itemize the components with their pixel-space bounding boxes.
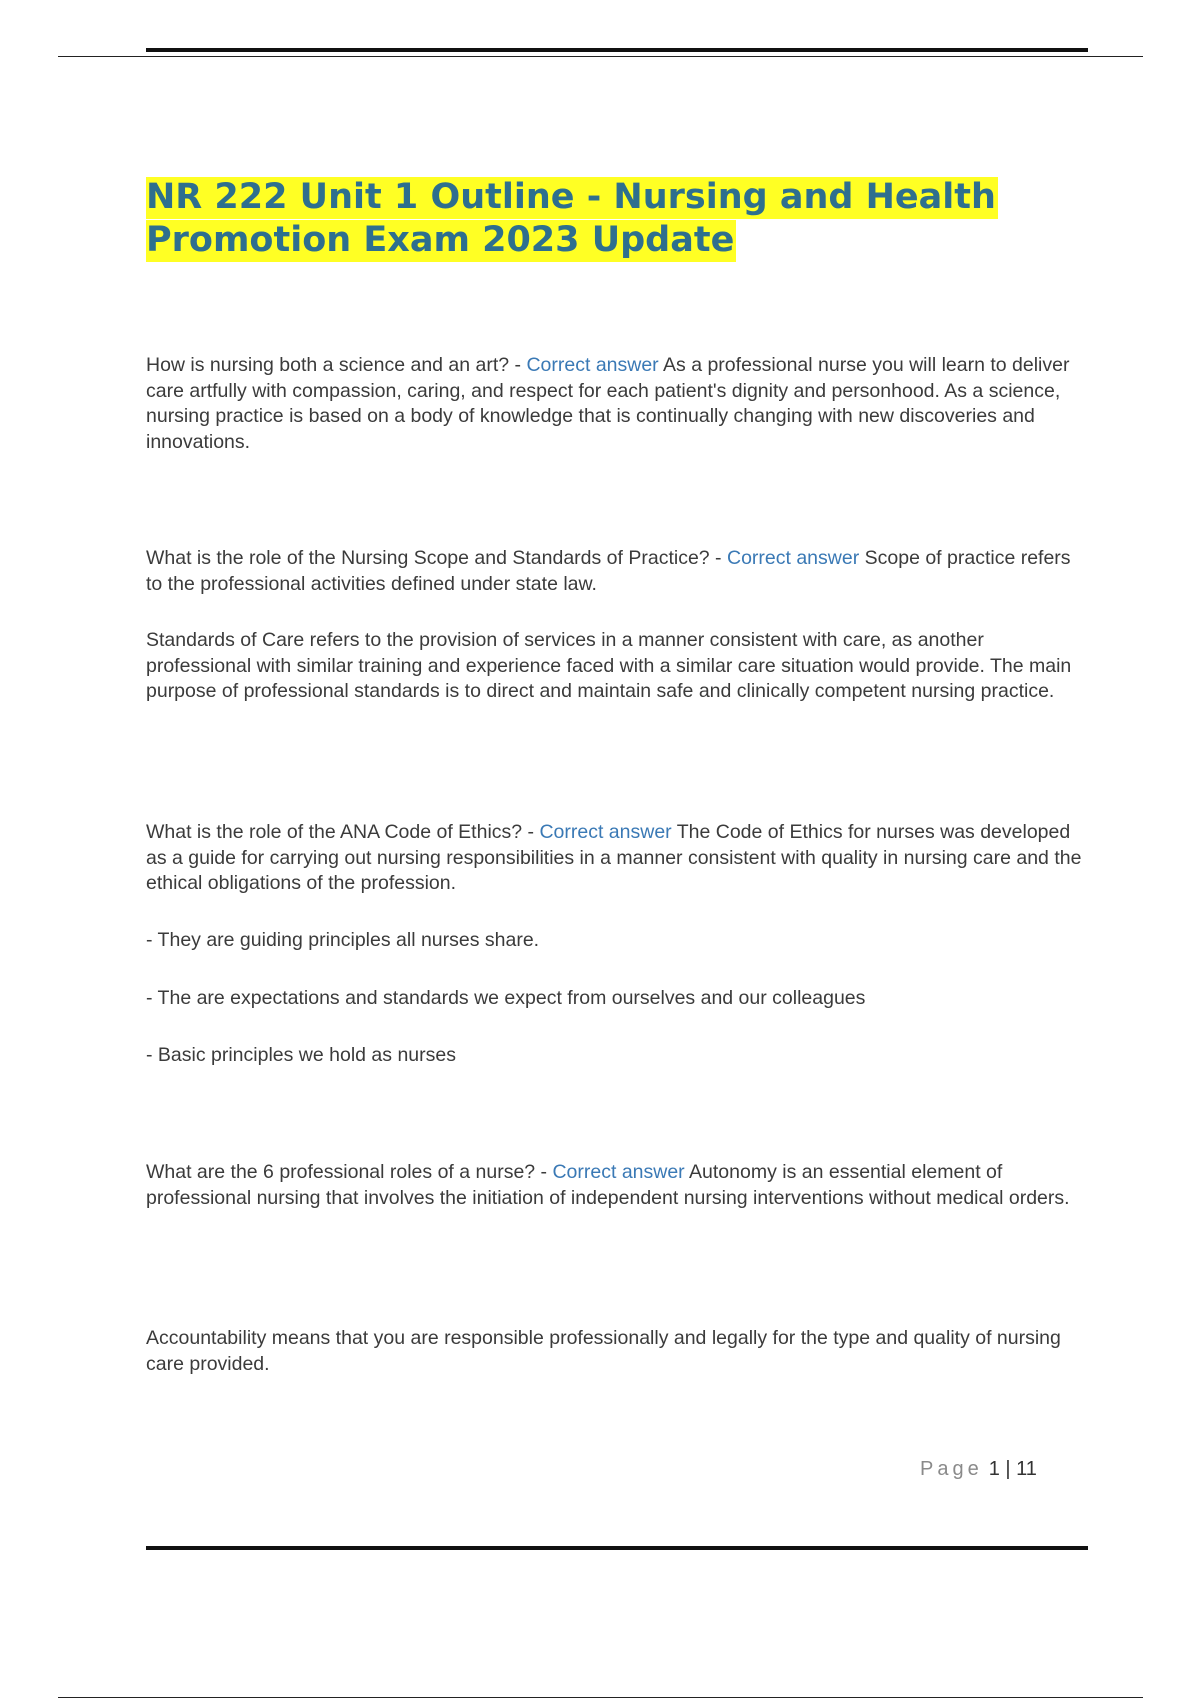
answer-text: The Code of Ethics for nurses was developed as a guide for carrying out nursing responsibilities in a manner consistent with quality in nursing care and the ethical obligations of the profession. bbox=[146, 821, 1082, 894]
qa-item-2-followup: Standards of Care refers to the provision of services in a manner consistent with care, as another professional with similar training and experience faced with a similar care situation would provide. The main purpose of professional standards is to direct and maintain safe and clinically competent nursing practice. bbox=[146, 629, 1072, 702]
header-rule bbox=[146, 48, 1088, 52]
page-word: Page bbox=[920, 1458, 983, 1480]
page-border-top bbox=[58, 56, 1143, 57]
answer-text: As a professional nurse you will learn to deliver care artfully with compassion, caring, and respect for each patient's dignity and personhood. As a science, nursing practice is based on a body of knowledge that is continually changing with new discoveries and innovations. bbox=[146, 354, 1070, 453]
qa-item-2 bbox=[146, 546, 1086, 597]
bullet-item: - They are guiding principles all nurses share. bbox=[146, 929, 540, 951]
correct-answer-tag: Correct answer bbox=[552, 1161, 685, 1183]
qa-item-3 bbox=[146, 820, 1086, 897]
question-text: What is the role of the Nursing Scope and Standards of Practice? - bbox=[146, 547, 727, 569]
footer-rule bbox=[146, 1546, 1088, 1550]
question-text: What are the 6 professional roles of a nurse? - bbox=[146, 1161, 553, 1183]
document-title bbox=[146, 176, 1046, 262]
question-text: What is the role of the ANA Code of Ethics? - bbox=[146, 821, 540, 843]
bullet-item: - Basic principles we hold as nurses bbox=[146, 1044, 456, 1066]
correct-answer-tag: Correct answer bbox=[539, 821, 672, 843]
page-number-footer bbox=[920, 1458, 1037, 1481]
bullet-item: - The are expectations and standards we expect from ourselves and our colleagues bbox=[146, 987, 866, 1009]
correct-answer-tag: Correct answer bbox=[726, 547, 860, 569]
question-text: How is nursing both a science and an art? - bbox=[146, 354, 527, 376]
page-number: 1 bbox=[988, 1458, 1000, 1480]
page-separator: | bbox=[1005, 1458, 1011, 1480]
qa-item-4-followup: Accountability means that you are responsible professionally and legally for the type and quality of nursing care provided. bbox=[146, 1327, 1061, 1375]
total-pages: 11 bbox=[1016, 1458, 1037, 1480]
answer-text: Autonomy is an essential element of professional nursing that involves the initiation of independent nursing interventions without medical orders. bbox=[146, 1161, 1070, 1209]
answer-text: Scope of practice refers to the professional activities defined under state law. bbox=[146, 547, 1071, 595]
qa-item-1 bbox=[146, 353, 1086, 455]
qa-item-4 bbox=[146, 1160, 1086, 1211]
correct-answer-tag: Correct answer bbox=[526, 354, 659, 376]
title-line-1: NR 222 Unit 1 Outline - Nursing and Health bbox=[146, 177, 996, 217]
page-border-bottom bbox=[58, 1697, 1143, 1698]
title-line-2: Promotion Exam 2023 Update bbox=[146, 220, 735, 260]
